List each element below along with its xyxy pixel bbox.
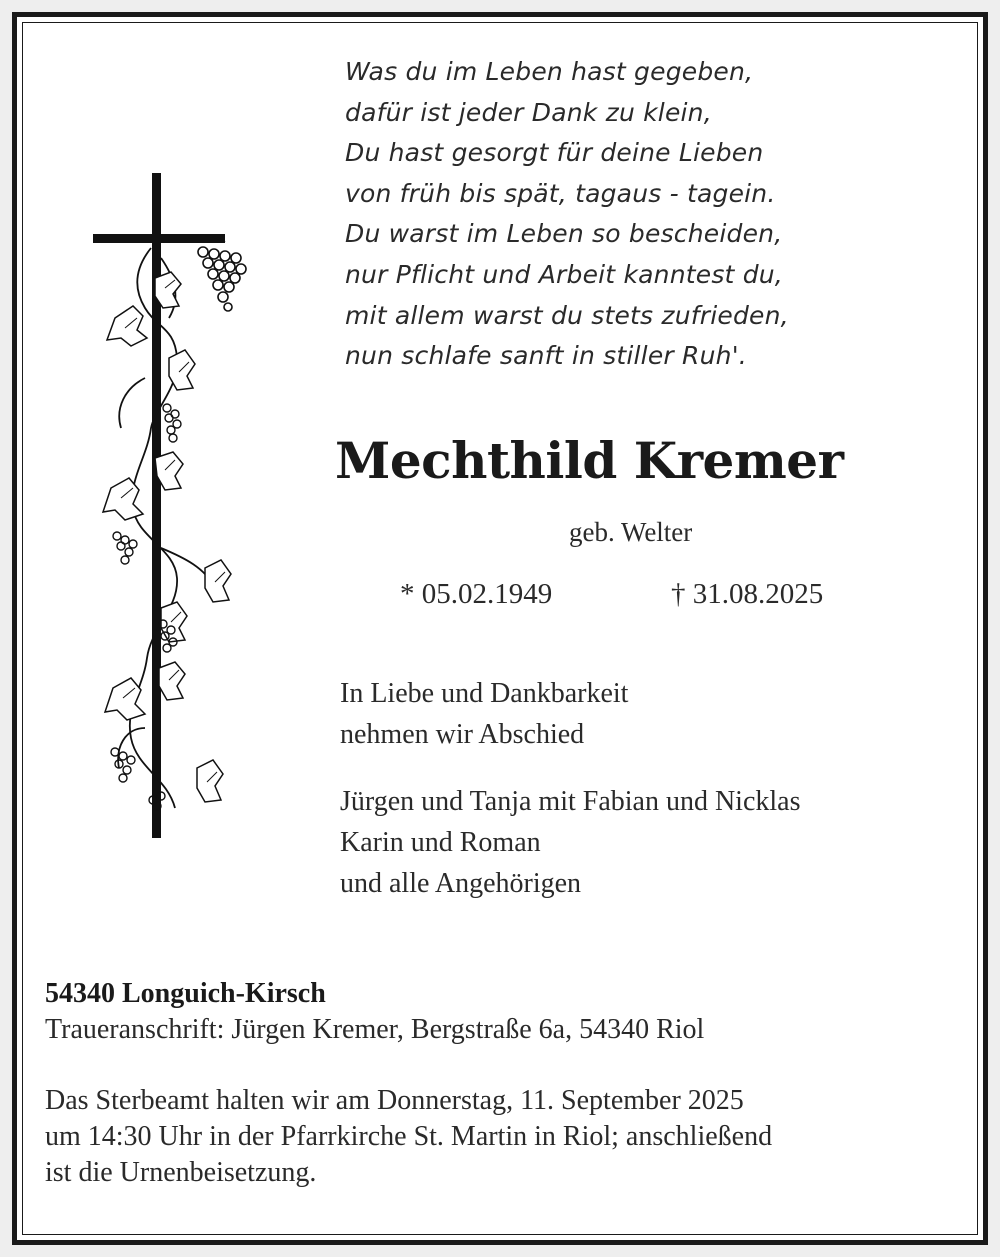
service-line: Das Sterbeamt halten wir am Donnerstag, 11. September 2025 [45,1085,744,1116]
farewell-text [340,673,628,755]
poem-line: von früh bis spät, tagaus - tagein. [345,178,776,208]
service-line: um 14:30 Uhr in der Pfarrkirche St. Martin in Riol; anschließend [45,1121,773,1152]
poem-line: Was du im Leben hast gegeben, [345,57,754,86]
deceased-name: Mechthild Kremer [335,431,844,490]
poem-line: dafür ist jeder Dank zu klein, [345,97,712,127]
poem-line: Du warst im Leben so bescheiden, [345,219,783,249]
poem [345,52,789,377]
birth-name: geb. Welter [569,517,693,547]
farewell-line: In Liebe und Dankbarkeit [340,678,629,709]
poem-line: mit allem warst du stets zufrieden, [345,300,789,330]
mourning-address: Traueranschrift: Jürgen Kremer, Bergstraße 6a, 54340 Riol [45,1014,705,1045]
mourner-line: und alle Angehörigen [340,868,582,899]
mourners-list [340,781,801,904]
location: 54340 Longuich-Kirsch [45,978,326,1009]
service-line: ist die Urnenbeisetzung. [45,1157,317,1188]
mourner-line: Karin und Roman [340,827,541,858]
cross-with-grapevine-icon [85,168,260,848]
birth-date: * 05.02.1949 [400,578,553,610]
poem-line: Du hast gesorgt für deine Lieben [345,138,764,168]
poem-line: nun schlafe sanft in stiller Ruh'. [345,341,747,371]
service-info [45,1083,772,1191]
farewell-line: nehmen wir Abschied [340,719,585,750]
death-date: † 31.08.2025 [671,578,824,610]
mourner-line: Jürgen und Tanja mit Fabian und Nicklas [340,786,801,817]
poem-line: nur Pflicht und Arbeit kanntest du, [345,259,783,289]
